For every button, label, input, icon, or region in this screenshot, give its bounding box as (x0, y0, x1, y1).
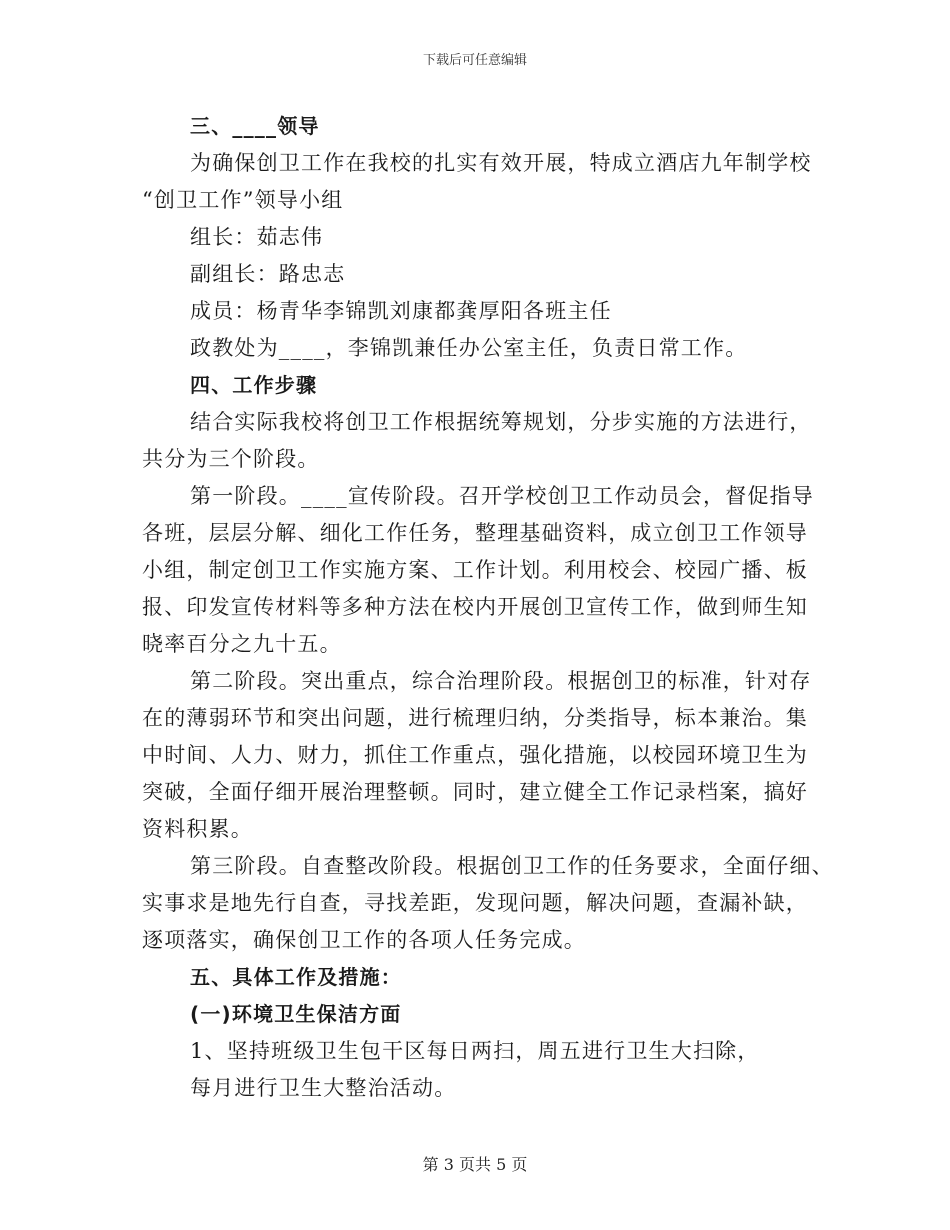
paragraph-line: 逐项落实，确保创卫工作的各项人任务完成。 (142, 928, 586, 952)
paragraph-line: 为确保创卫工作在我校的扎实有效开展，特成立酒店九年制学校 (190, 151, 812, 175)
paragraph-line: 小组，制定创卫工作实施方案、工作计划。利用校会、校园广播、板 (142, 558, 808, 582)
team-leader-line: 组长：茹志伟 (190, 225, 324, 249)
paragraph-line: 共分为三个阶段。 (142, 447, 320, 471)
section-heading-5: 五、具体工作及措施： (190, 965, 402, 989)
list-item: 1、坚持班级卫生包干区每日两扫，周五进行卫生大扫除， (190, 1039, 760, 1063)
paragraph-line: 在的薄弱环节和突出问题，进行梳理归纳，分类指导，标本兼治。集 (142, 706, 808, 730)
paragraph-line: 各班，层层分解、细化工作任务，整理基础资料，成立创卫工作领导 (142, 521, 808, 545)
paragraph-line: 中时间、人力、财力，抓住工作重点，强化措施，以校园环境卫生为 (142, 743, 808, 767)
deputy-leader-line: 副组长：路忠志 (190, 262, 346, 286)
paragraph-line: 资料积累。 (142, 817, 253, 841)
paragraph-line: 第一阶段。____宣传阶段。召开学校创卫工作动员会，督促指导 (190, 484, 814, 508)
paragraph-line: 晓率百分之九十五。 (142, 632, 342, 656)
list-item-continuation: 每月进行卫生大整治活动。 (190, 1076, 457, 1100)
paragraph-line: 第三阶段。自查整改阶段。根据创卫工作的任务要求，全面仔细、 (190, 854, 834, 878)
page-header: 下载后可任意编辑 (422, 53, 527, 68)
section-heading-3: 三、____领导 (190, 114, 320, 138)
paragraph-line: 报、印发宣传材料等多种方法在校内开展创卫宣传工作，做到师生知 (142, 595, 808, 619)
paragraph-line: 第二阶段。突出重点，综合治理阶段。根据创卫的标准，针对存 (190, 669, 812, 693)
document-body (142, 108, 834, 1107)
paragraph-line: “创卫工作”领导小组 (142, 188, 344, 212)
subsection-heading: (一)环境卫生保洁方面 (190, 1002, 402, 1026)
section-heading-4: 四、工作步骤 (190, 373, 318, 397)
paragraph-line: 实事求是地先行自查，寻找差距，发现问题，解决问题，查漏补缺， (142, 891, 808, 915)
members-line: 成员：杨青华李锦凯刘康都龚厚阳各班主任 (190, 299, 612, 323)
paragraph-line: 突破，全面仔细开展治理整顿。同时，建立健全工作记录档案，搞好 (142, 780, 808, 804)
page-footer: 第 3 页共 5 页 (422, 1155, 528, 1174)
office-line: 政教处为____，李锦凯兼任办公室主任，负责日常工作。 (190, 336, 748, 360)
paragraph-line: 结合实际我校将创卫工作根据统筹规划，分步实施的方法进行， (190, 410, 812, 434)
